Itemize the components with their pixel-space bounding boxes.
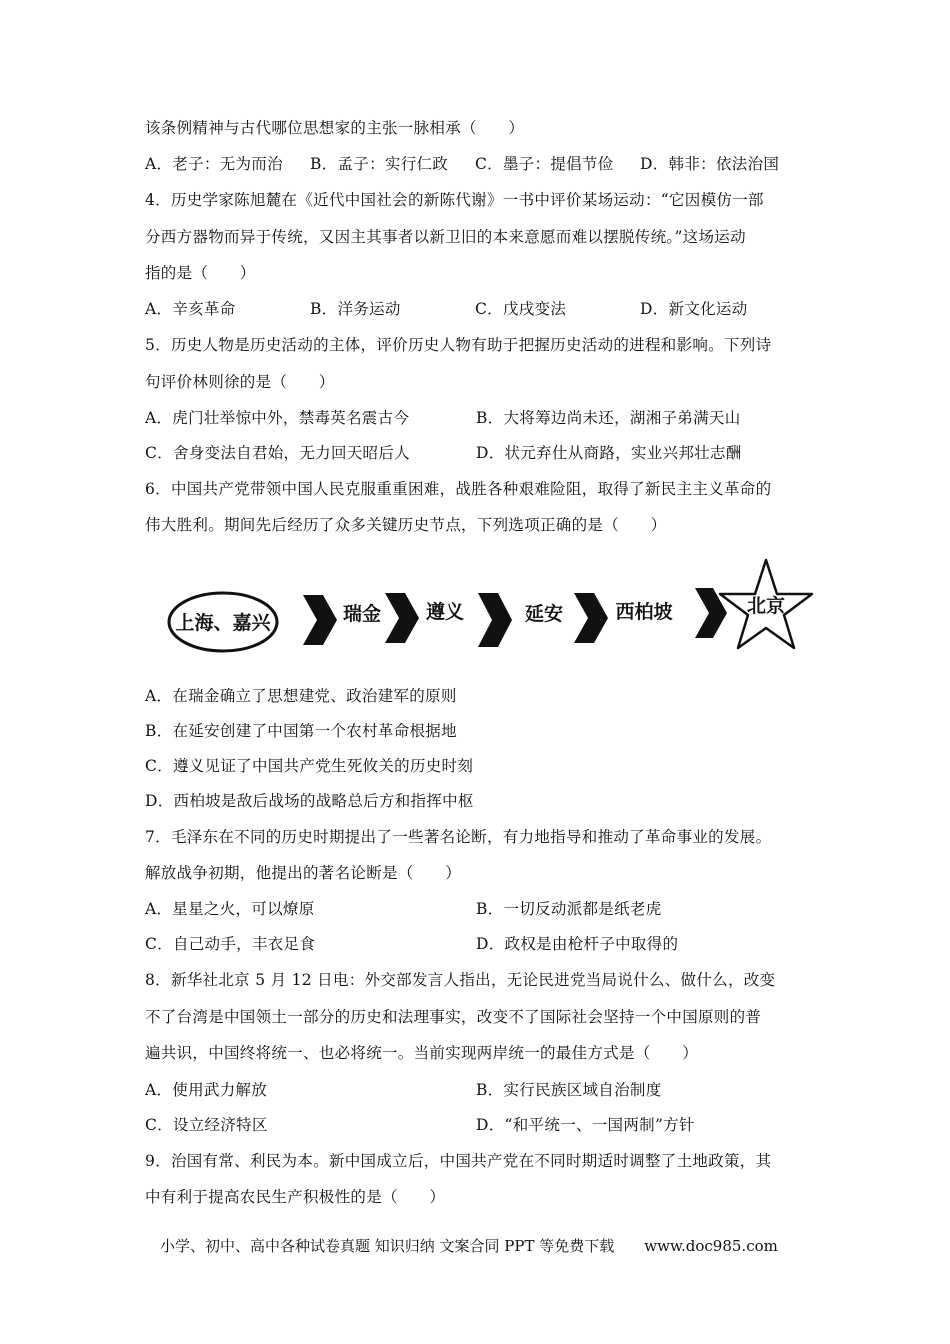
q6-option-a: A．在瑞金确立了思想建党、政治建军的原则 (145, 687, 457, 705)
q4-option-b: B．洋务运动 (310, 300, 401, 318)
q5-option-c: C．舍身变法自君始，无力回天昭后人 (145, 444, 410, 462)
timeline-stop-xibaipo: 西柏坡 (615, 601, 673, 623)
question-4-line-2: 分西方器物而异于传统，又因主其事者以新卫旧的本来意愿而难以摆脱传统。”这场运动 (145, 228, 746, 246)
question-6-line-2: 伟大胜利。期间先后经历了众多关键历史节点，下列选项正确的是（ ） (145, 516, 667, 534)
q3-option-c: C．墨子：提倡节俭 (475, 155, 614, 173)
question-3-stem-tail: 该条例精神与古代哪位思想家的主张一脉相承（ ） (145, 119, 525, 137)
q8-option-b: B．实行民族区域自治制度 (476, 1081, 662, 1099)
question-4-line-3: 指的是（ ） (145, 264, 256, 282)
q6-option-d: D．西柏坡是敌后战场的战略总后方和指挥中枢 (145, 792, 474, 810)
q8-option-c: C．设立经济特区 (145, 1116, 268, 1134)
question-9-line-2: 中有利于提高农民生产积极性的是（ ） (145, 1188, 446, 1206)
q4-option-d: D．新文化运动 (640, 300, 748, 318)
chevron-arrow-icon (574, 593, 608, 643)
question-8-line-2: 不了台湾是中国领土一部分的历史和法理事实，改变不了国际社会坚持一个中国原则的普 (145, 1008, 762, 1026)
question-7-line-1: 7．毛泽东在不同的历史时期提出了一些著名论断，有力地指导和推动了革命事业的发展。 (145, 828, 772, 846)
q7-option-d: D．政权是由枪杆子中取得的 (476, 935, 679, 953)
chevron-arrow-icon (303, 595, 337, 645)
q5-option-a: A．虎门壮举惊中外，禁毒英名震古今 (145, 409, 410, 427)
question-4-line-1: 4．历史学家陈旭麓在《近代中国社会的新陈代谢》一书中评价某场运动：“它因模仿一部 (145, 191, 764, 209)
question-5-line-2: 句评价林则徐的是（ ） (145, 373, 335, 391)
q7-option-b: B．一切反动派都是纸老虎 (476, 900, 662, 918)
q3-option-a: A．老子：无为而治 (145, 155, 283, 173)
q5-option-d: D．状元弃仕从商路，实业兴邦壮志酬 (476, 444, 742, 462)
q5-option-b: B．大将筹边尚未还，湖湘子弟满天山 (476, 409, 741, 427)
timeline-stop-yanan: 延安 (524, 603, 564, 625)
question-6-line-1: 6．中国共产党带领中国人民克服重重困难，战胜各种艰难险阻，取得了新民主主义革命的 (145, 480, 772, 498)
chevron-arrow-icon (385, 593, 419, 643)
q8-option-a: A．使用武力解放 (145, 1081, 268, 1099)
q4-option-c: C．戊戌变法 (475, 300, 567, 318)
q4-option-a: A．辛亥革命 (145, 300, 236, 318)
q3-option-b: B．孟子：实行仁政 (310, 155, 449, 173)
timeline-stop-ruijin: 瑞金 (342, 603, 382, 625)
q6-option-b: B．在延安创建了中国第一个农村革命根据地 (145, 722, 457, 740)
timeline-end-label: 北京 (746, 595, 786, 617)
question-9-line-1: 9．治国有常、利民为本。新中国成立后，中国共产党在不同时期适时调整了土地政策，其 (145, 1152, 772, 1170)
revolution-timeline-diagram (145, 548, 825, 672)
q8-option-d: D．“和平统一、一国两制”方针 (476, 1116, 695, 1134)
question-8-line-3: 遍共识，中国终将统一、也必将统一。当前实现两岸统一的最佳方式是（ ） (145, 1044, 699, 1062)
question-7-line-2: 解放战争初期，他提出的著名论断是（ ） (145, 864, 462, 882)
question-8-line-1: 8．新华社北京 5 月 12 日电：外交部发言人指出，无论民进党当局说什么、做什么，改变 (145, 971, 776, 989)
q3-option-d: D．韩非：依法治国 (640, 155, 780, 173)
q7-option-a: A．星星之火，可以燎原 (145, 900, 315, 918)
q6-option-c: C．遵义见证了中国共产党生死攸关的历史时刻 (145, 757, 474, 775)
timeline-start-label: 上海、嘉兴 (175, 612, 271, 634)
question-5-line-1: 5．历史人物是历史活动的主体，评价历史人物有助于把握历史活动的进程和影响。下列诗 (145, 336, 772, 354)
q7-option-c: C．自己动手，丰衣足食 (145, 935, 316, 953)
timeline-stop-zunyi: 遵义 (425, 601, 465, 623)
chevron-arrow-icon (478, 593, 512, 647)
page-footer: 小学、初中、高中各种试卷真题 知识归纳 文案合同 PPT 等免费下载 www.doc985.com (160, 1237, 778, 1255)
